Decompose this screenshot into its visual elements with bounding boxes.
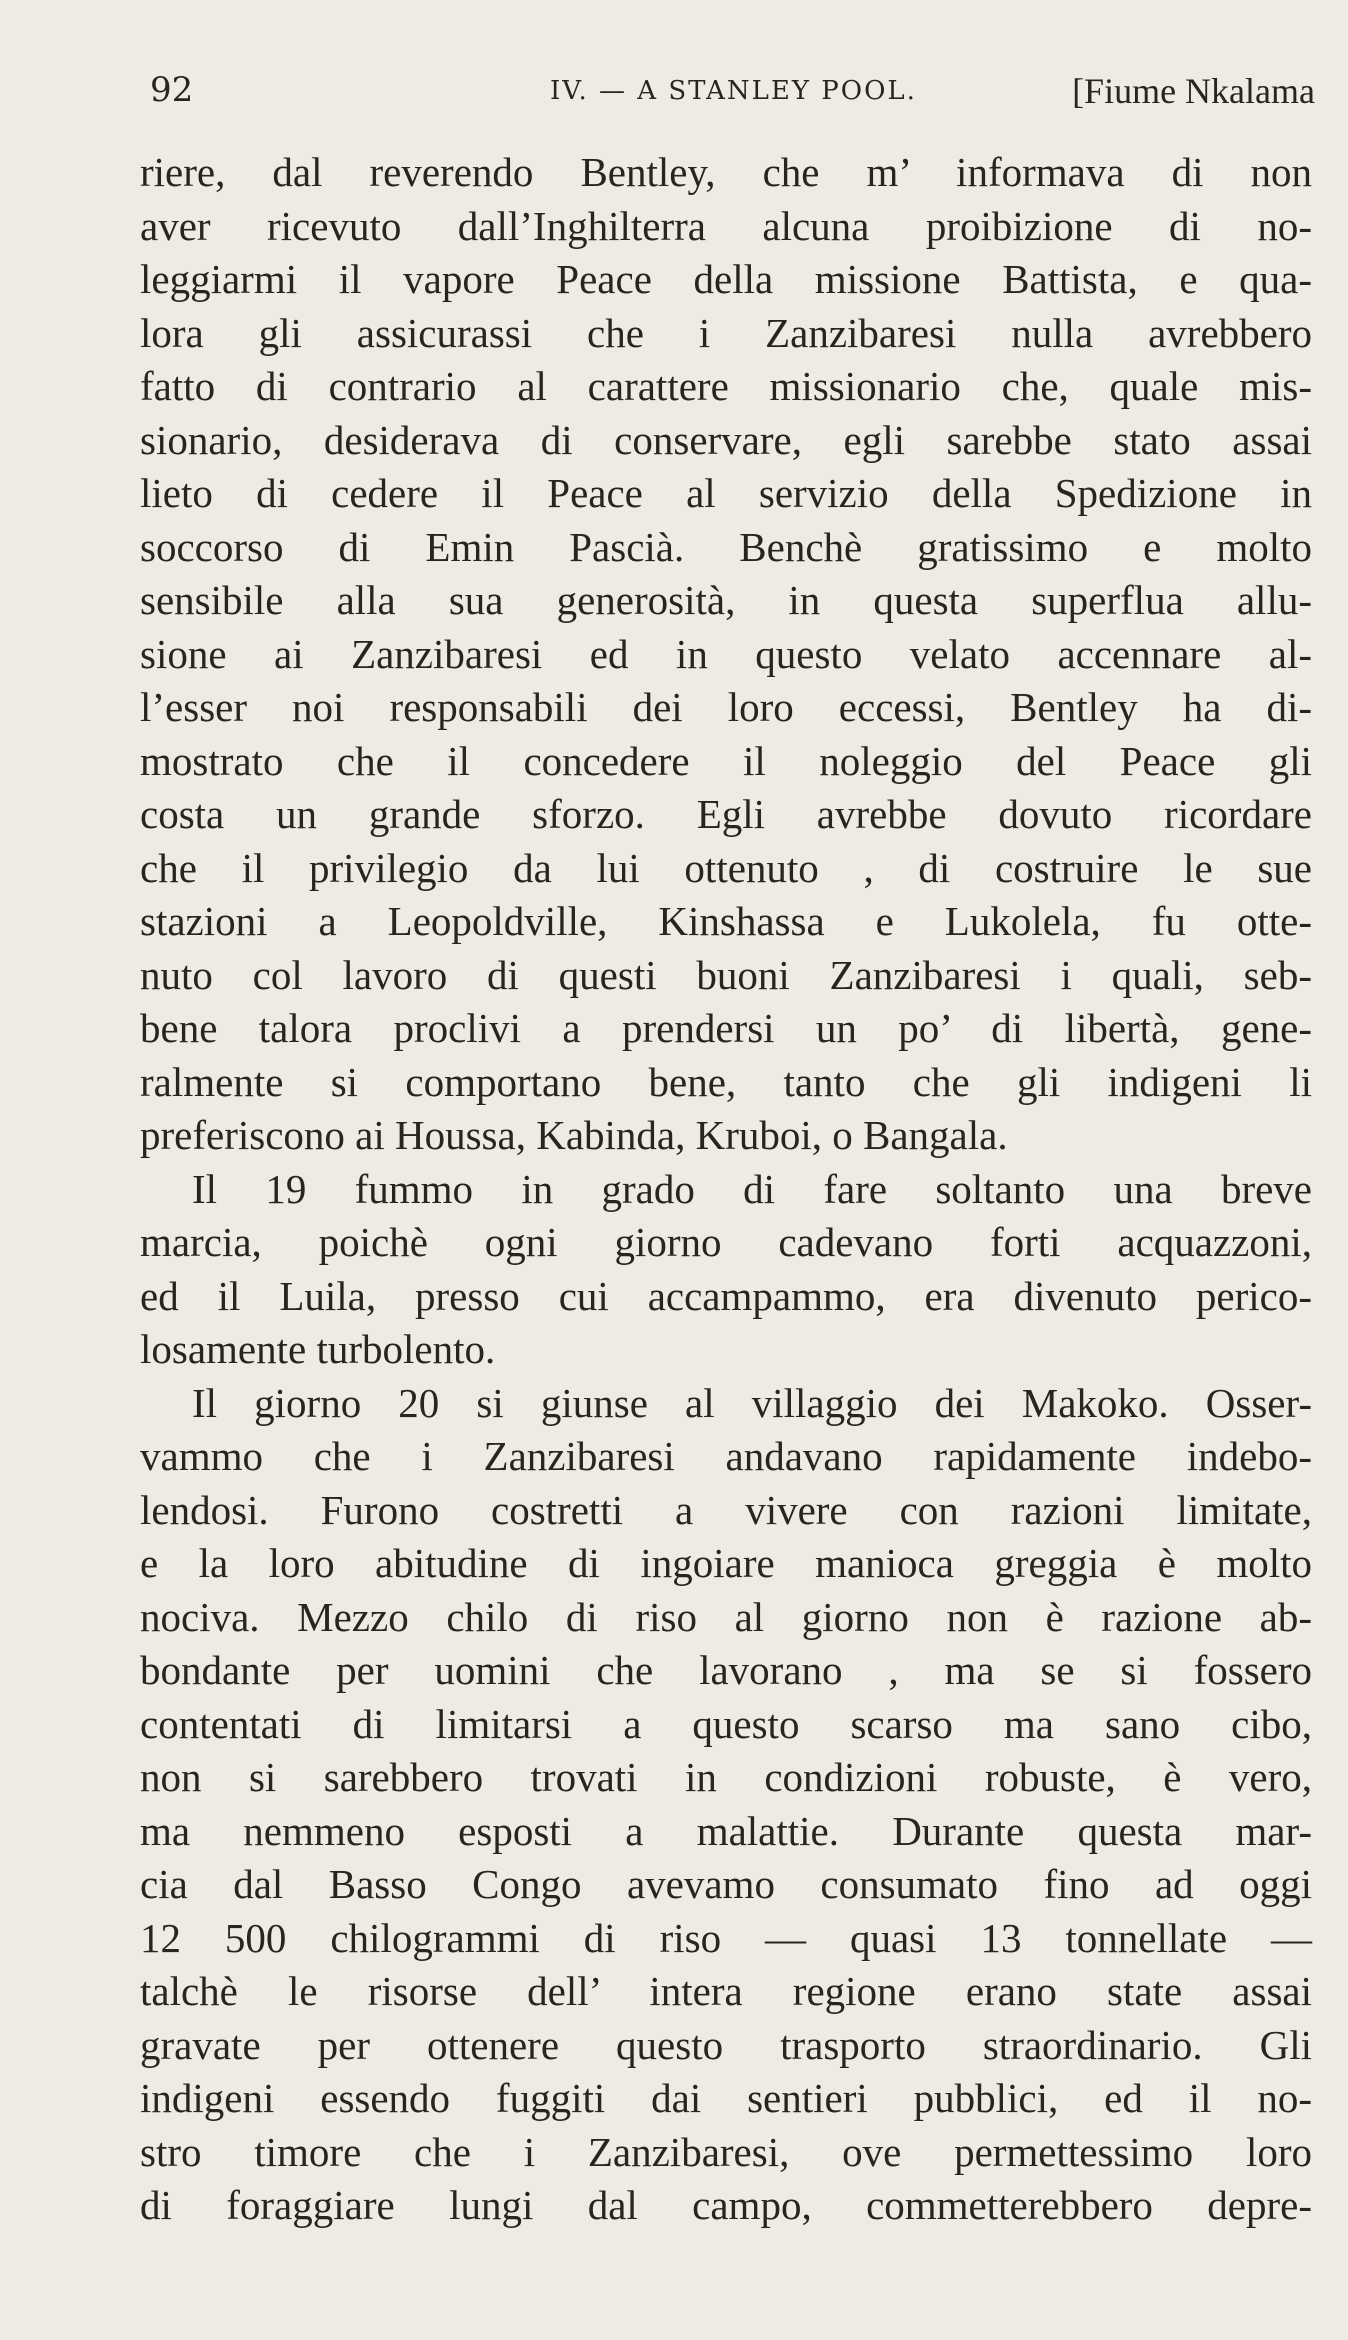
text-line: Il giorno 20 si giunse al villaggio dei Makoko. Osser- bbox=[192, 1379, 1312, 1426]
text-line: l’esser noi responsabili dei loro eccessi, Bentley ha di- bbox=[140, 684, 1312, 730]
text-line: cia dal Basso Congo avevamo consumato fino ad oggi bbox=[140, 1861, 1312, 1907]
text-line: nociva. Mezzo chilo di riso al giorno non è razione ab- bbox=[140, 1593, 1312, 1640]
text-line: vammo che i Zanzibaresi andavano rapidamente indebo- bbox=[140, 1433, 1312, 1479]
text-line: losamente turbolento. bbox=[140, 1326, 496, 1372]
text-line: mostrato che il concedere il noleggio del Peace gli bbox=[140, 737, 1312, 784]
text-line: bondante per uomini che lavorano , ma se si fossero bbox=[140, 1647, 1312, 1693]
text-line: stazioni a Leopoldville, Kinshassa e Lukolela, fu otte- bbox=[140, 898, 1312, 944]
text-line: nuto col lavoro di questi buoni Zanzibaresi i quali, seb- bbox=[140, 951, 1312, 998]
text-line: fatto di contrario al carattere missionario che, quale mis- bbox=[140, 363, 1312, 409]
text-line: che il privilegio da lui ottenuto , di costruire le sue bbox=[140, 844, 1312, 891]
text-line: lora gli assicurassi che i Zanzibaresi nulla avrebbero bbox=[140, 309, 1312, 356]
text-line: bene talora proclivi a prendersi un po’ di libertà, gene- bbox=[140, 1005, 1312, 1051]
text-line: stro timore che i Zanzibaresi, ove permettessimo loro bbox=[140, 2128, 1312, 2175]
text-line: non si sarebbero trovati in condizioni robuste, è vero, bbox=[140, 1754, 1312, 1800]
text-line: aver ricevuto dall’Inghilterra alcuna proibizione di no- bbox=[140, 202, 1312, 249]
text-line: lieto di cedere il Peace al servizio della Spedizione in bbox=[140, 470, 1312, 516]
text-line: sione ai Zanzibaresi ed in questo velato accennare al- bbox=[140, 630, 1312, 677]
text-line: e la loro abitudine di ingoiare manioca greggia è molto bbox=[140, 1540, 1312, 1586]
text-line: sionario, desiderava di conservare, egli sarebbe stato assai bbox=[140, 416, 1312, 463]
text-line: contentati di limitarsi a questo scarso ma sano cibo, bbox=[140, 1700, 1312, 1747]
text-line: 12 500 chilogrammi di riso — quasi 13 tonnellate — bbox=[140, 1914, 1312, 1961]
text-line: Il 19 fummo in grado di fare soltanto una breve bbox=[192, 1165, 1312, 1212]
text-line: indigeni essendo fuggiti dai sentieri pubblici, ed il no- bbox=[140, 2075, 1312, 2121]
running-title: IV. — A STANLEY POOL. bbox=[550, 76, 917, 106]
text-line: soccorso di Emin Pascià. Benchè gratissimo e molto bbox=[140, 523, 1312, 570]
text-line: preferiscono ai Houssa, Kabinda, Kruboi, o Bangala. bbox=[140, 1112, 1008, 1158]
text-line: talchè le risorse dell’ intera regione erano state assai bbox=[140, 1968, 1312, 2014]
text-line: riere, dal reverendo Bentley, che m’ informava di non bbox=[140, 149, 1312, 195]
section-title: [Fiume Nkalama bbox=[1072, 71, 1315, 111]
text-line: ralmente si comportano bene, tanto che gli indigeni li bbox=[140, 1058, 1312, 1105]
text-line: sensibile alla sua generosità, in questa superflua allu- bbox=[140, 577, 1312, 623]
text-line: lendosi. Furono costretti a vivere con razioni limitate, bbox=[140, 1486, 1312, 1533]
text-line: gravate per ottenere questo trasporto straordinario. Gli bbox=[140, 2021, 1312, 2068]
page-number: 92 bbox=[150, 70, 194, 110]
page-header bbox=[150, 70, 1315, 120]
text-line: ma nemmeno esposti a malattie. Durante questa mar- bbox=[140, 1807, 1312, 1854]
text-line: costa un grande sforzo. Egli avrebbe dovuto ricordare bbox=[140, 791, 1312, 837]
text-line: marcia, poichè ogni giorno cadevano forti acquazzoni, bbox=[140, 1219, 1312, 1265]
text-line: leggiarmi il vapore Peace della missione Battista, e qua- bbox=[140, 256, 1312, 302]
body-text bbox=[140, 146, 1312, 2233]
text-line: di foraggiare lungi dal campo, commetterebbero depre- bbox=[140, 2182, 1312, 2228]
text-line: ed il Luila, presso cui accampammo, era divenuto perico- bbox=[140, 1272, 1312, 1319]
